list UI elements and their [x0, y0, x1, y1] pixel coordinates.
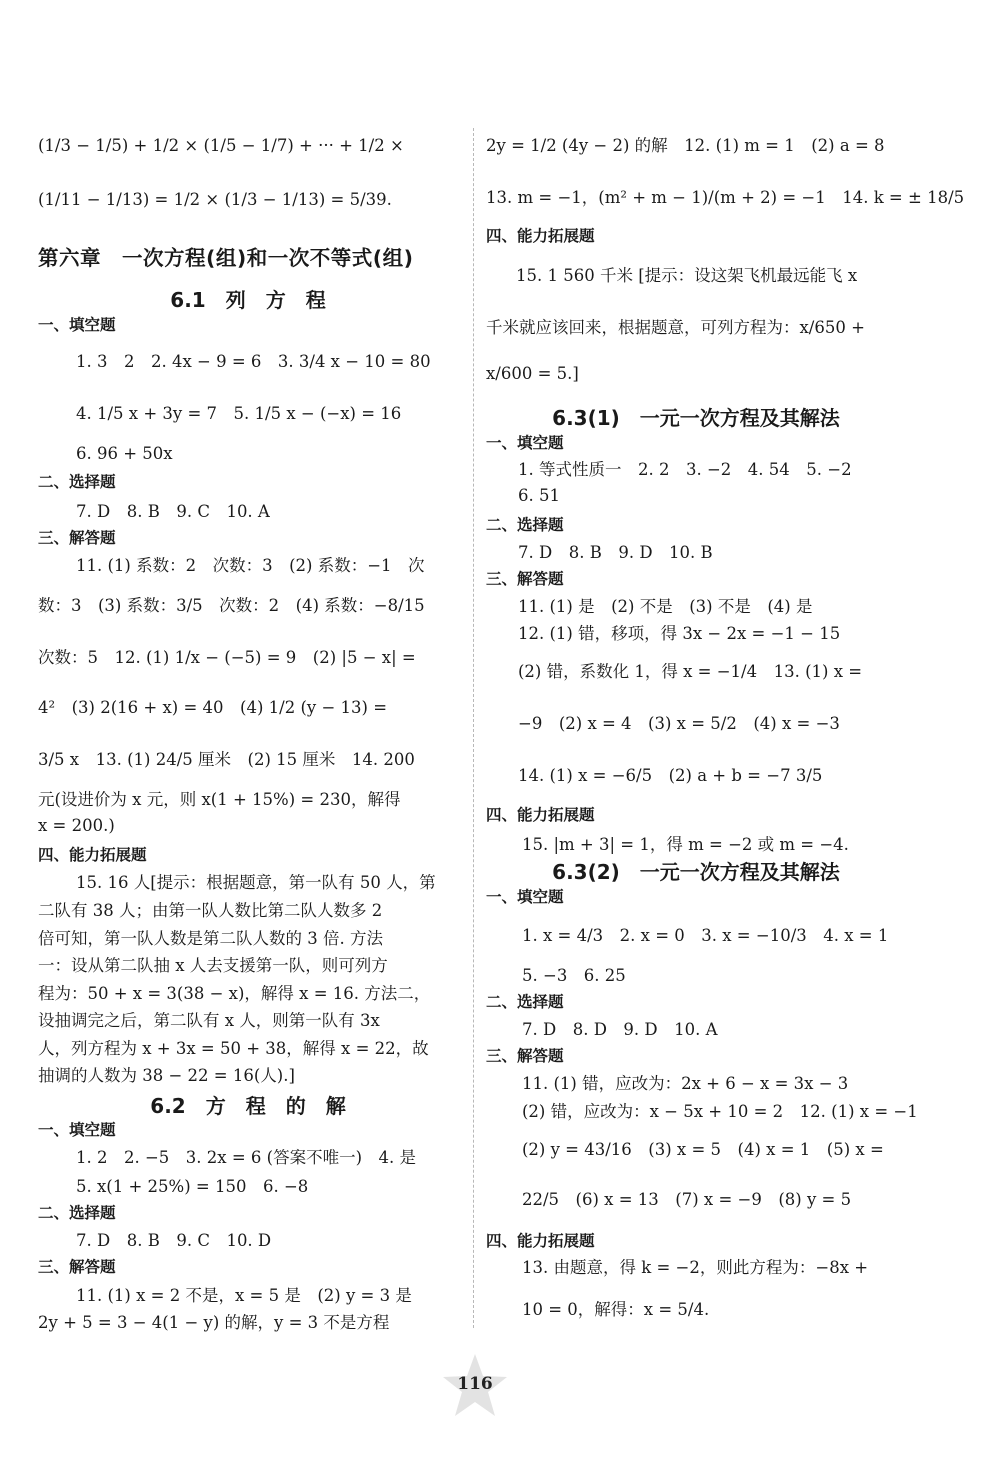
answer-line: 6. 96 + 50x [76, 444, 173, 463]
answer-line: 14. (1) x = −6/5 (2) a + b = −7 3/5 [518, 766, 823, 785]
answer-line: 7. D 8. B 9. C 10. D [76, 1231, 272, 1250]
extension-label: 四、能力拓展题 [486, 806, 595, 824]
answer-label: 三、解答题 [38, 1258, 116, 1276]
answer-line: 5. x(1 + 25%) = 150 6. −8 [76, 1177, 309, 1196]
answer-line: 7. D 8. D 9. D 10. A [522, 1020, 718, 1039]
answer-line: 15. |m + 3| = 1，得 m = −2 或 m = −4. [522, 835, 849, 854]
answer-line: 4² (3) 2(16 + x) = 40 (4) 1/2 (y − 13) = [38, 698, 388, 717]
answer-line: 10 = 0，解得：x = 5/4. [522, 1300, 710, 1319]
section-title-6-3-2: 6.3(2) 一元一次方程及其解法 [552, 860, 840, 884]
answer-line: x = 200.) [38, 816, 115, 835]
answer-line: 15. 16 人[提示：根据题意，第一队有 50 人，第 [76, 873, 436, 892]
page-number-badge [440, 1352, 510, 1422]
section-title-6-2: 6.2 方 程 的 解 [150, 1094, 346, 1118]
fill-label: 一、填空题 [486, 434, 564, 452]
answer-line: 6. 51 [518, 486, 560, 505]
answer-line: 一：设从第二队抽 x 人去支援第一队，则可列方 [38, 956, 388, 975]
answer-line: 12. (1) 错，移项，得 3x − 2x = −1 − 15 [518, 624, 841, 643]
answer-line: 1. 2 2. −5 3. 2x = 6 (答案不唯一) 4. 是 [76, 1148, 417, 1167]
math-line: (1/3 − 1/5) + 1/2 × (1/5 − 1/7) + ··· + 1/2 × [38, 136, 404, 155]
answer-line: 千米就应该回来，根据题意，可列方程为：x/650 + [486, 318, 865, 337]
answer-line: 11. (1) 系数：2 次数：3 (2) 系数：−1 次 [76, 556, 425, 575]
answer-line: 1. x = 4/3 2. x = 0 3. x = −10/3 4. x = 1 [522, 926, 889, 945]
answer-line: x/600 = 5.] [486, 364, 579, 383]
answer-line: 22/5 (6) x = 13 (7) x = −9 (8) y = 5 [522, 1190, 852, 1209]
extension-label: 四、能力拓展题 [486, 1232, 595, 1250]
answer-line: 11. (1) x = 2 不是，x = 5 是 (2) y = 3 是 [76, 1286, 412, 1305]
answer-line: 3/5 x 13. (1) 24/5 厘米 (2) 15 厘米 14. 200 [38, 750, 415, 769]
page-number: 116 [457, 1374, 493, 1394]
fill-label: 一、填空题 [38, 316, 116, 334]
answer-line: 数：3 (3) 系数：3/5 次数：2 (4) 系数：−8/15 [38, 596, 425, 615]
answer-line: (2) 错，应改为：x − 5x + 10 = 2 12. (1) x = −1 [522, 1102, 918, 1121]
answer-line: 7. D 8. B 9. D 10. B [518, 543, 713, 562]
answer-line: 5. −3 6. 25 [522, 966, 626, 985]
answer-line: 设抽调完之后，第二队有 x 人，则第一队有 3x [38, 1011, 380, 1030]
answer-line: 抽调的人数为 38 − 22 = 16(人).] [38, 1066, 295, 1085]
answer-line: (2) y = 43/16 (3) x = 5 (4) x = 1 (5) x = [522, 1140, 884, 1159]
choice-label: 二、选择题 [38, 473, 116, 491]
fill-label: 一、填空题 [486, 888, 564, 906]
answer-line: 11. (1) 是 (2) 不是 (3) 不是 (4) 是 [518, 597, 813, 616]
answer-line: 2y = 1/2 (4y − 2) 的解 12. (1) m = 1 (2) a = 8 [486, 136, 885, 155]
answer-line: 15. 1 560 千米 [提示：设这架飞机最远能飞 x [516, 266, 858, 285]
answer-label: 三、解答题 [486, 1047, 564, 1065]
answer-line: −9 (2) x = 4 (3) x = 5/2 (4) x = −3 [518, 714, 840, 733]
answer-line: 7. D 8. B 9. C 10. A [76, 502, 270, 521]
math-line: (1/11 − 1/13) = 1/2 × (1/3 − 1/13) = 5/39. [38, 190, 392, 209]
fill-label: 一、填空题 [38, 1121, 116, 1139]
choice-label: 二、选择题 [486, 516, 564, 534]
answer-line: 1. 3 2 2. 4x − 9 = 6 3. 3/4 x − 10 = 80 [76, 352, 431, 371]
extension-label: 四、能力拓展题 [38, 846, 147, 864]
answer-label: 三、解答题 [486, 570, 564, 588]
answer-line: 1. 等式性质一 2. 2 3. −2 4. 54 5. −2 [518, 460, 852, 479]
answer-line: 倍可知，第一队人数是第二队人数的 3 倍. 方法 [38, 929, 383, 948]
answer-line: 13. m = −1，(m² + m − 1)/(m + 2) = −1 14. k = ± 18/5 [486, 188, 965, 207]
answer-line: (2) 错，系数化 1，得 x = −1/4 13. (1) x = [518, 662, 863, 681]
extension-label: 四、能力拓展题 [486, 227, 595, 245]
answer-line: 次数：5 12. (1) 1/x − (−5) = 9 (2) |5 − x| = [38, 648, 416, 667]
answer-line: 元(设进价为 x 元，则 x(1 + 15%) = 230，解得 [38, 790, 401, 809]
answer-line: 13. 由题意，得 k = −2，则此方程为：−8x + [522, 1258, 869, 1277]
answer-line: 2y + 5 = 3 − 4(1 − y) 的解，y = 3 不是方程 [38, 1313, 390, 1332]
answer-label: 三、解答题 [38, 529, 116, 547]
chapter-title: 第六章 一次方程(组)和一次不等式(组) [38, 246, 414, 270]
section-title-6-1: 6.1 列 方 程 [170, 288, 326, 312]
section-title-6-3-1: 6.3(1) 一元一次方程及其解法 [552, 406, 840, 430]
answer-line: 二队有 38 人；由第一队人数比第二队人数多 2 [38, 901, 383, 920]
answer-line: 4. 1/5 x + 3y = 7 5. 1/5 x − (−x) = 16 [76, 404, 402, 423]
choice-label: 二、选择题 [38, 1204, 116, 1222]
answer-line: 程为：50 + x = 3(38 − x)，解得 x = 16. 方法二， [38, 984, 431, 1003]
choice-label: 二、选择题 [486, 993, 564, 1011]
answer-line: 11. (1) 错，应改为：2x + 6 − x = 3x − 3 [522, 1074, 849, 1093]
column-divider [473, 128, 474, 1328]
answer-line: 人，列方程为 x + 3x = 50 + 38，解得 x = 22，故 [38, 1039, 429, 1058]
